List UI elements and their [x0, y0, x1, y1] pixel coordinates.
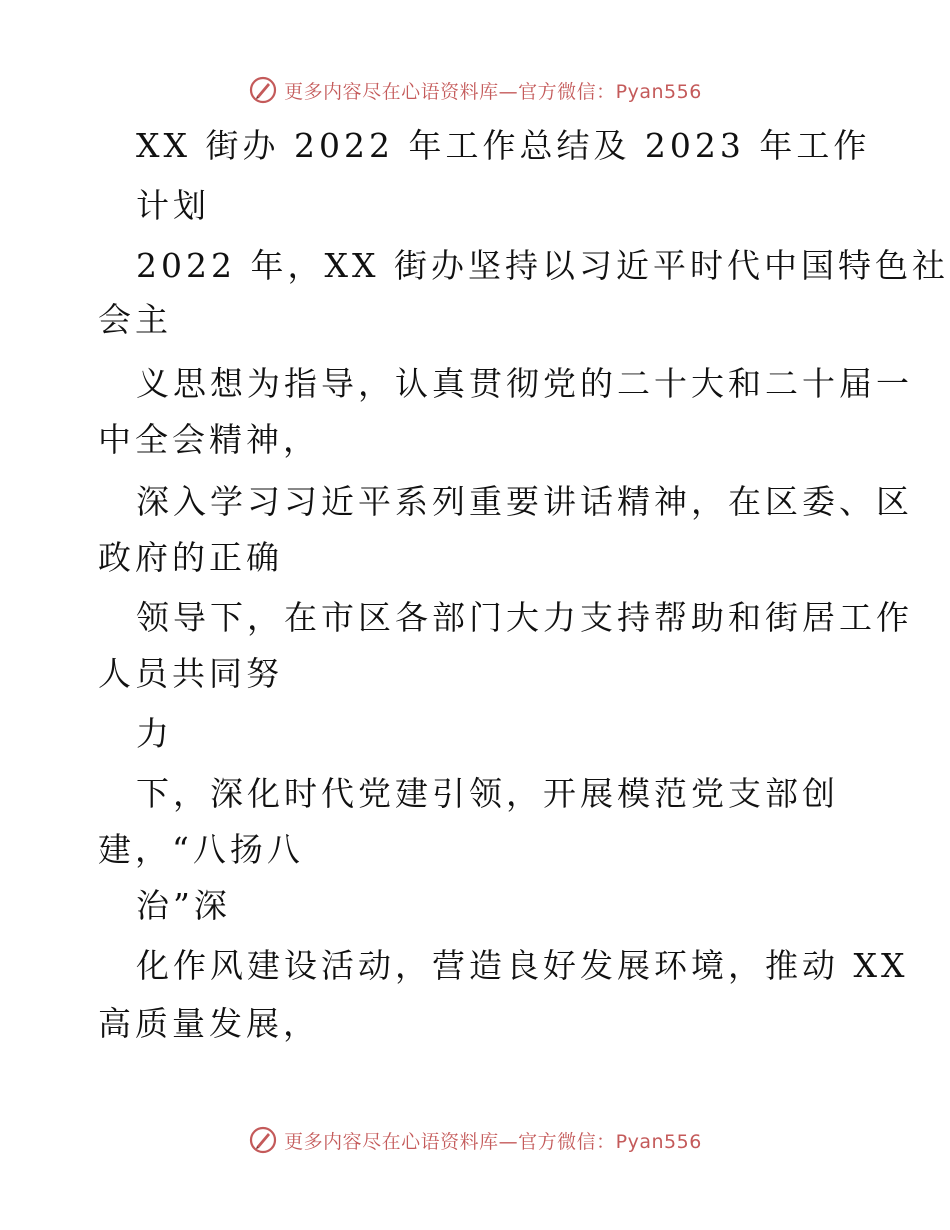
paragraph-line: 2022 年，XX 街办坚持以习近平时代中国特色社	[136, 246, 949, 285]
paragraph-line: 建，“八扬八	[98, 830, 304, 869]
header-watermark-text: 更多内容尽在心语资料库—官方微信：Pyan556	[284, 80, 702, 103]
paragraph-line: 政府的正确	[98, 538, 283, 577]
document-title-line-2: 计划	[136, 186, 210, 225]
paragraph-line: 中全会精神，	[98, 420, 320, 459]
footer-watermark-text: 更多内容尽在心语资料库—官方微信：Pyan556	[284, 1130, 702, 1153]
paragraph-line: 下，深化时代党建引领，开展模范党支部创	[136, 774, 839, 813]
footer-watermark-banner	[0, 1120, 950, 1160]
paragraph-line: 治”深	[136, 886, 231, 925]
paragraph-line: 义思想为指导，认真贯彻党的二十大和二十届一	[136, 364, 913, 403]
paragraph-line: 力	[136, 714, 173, 753]
paragraph-line: 会主	[98, 300, 172, 339]
brand-logo-icon	[248, 1125, 278, 1155]
paragraph-line: 人员共同努	[98, 654, 283, 693]
header-watermark-banner	[0, 70, 950, 110]
document-title-line-1: XX 街办 2022 年工作总结及 2023 年工作	[136, 126, 871, 165]
paragraph-line: 领导下，在市区各部门大力支持帮助和街居工作	[136, 598, 913, 637]
paragraph-line: 高质量发展，	[98, 1004, 320, 1043]
paragraph-line: 深入学习习近平系列重要讲话精神，在区委、区	[136, 482, 913, 521]
brand-logo-icon	[248, 75, 278, 105]
paragraph-line: 化作风建设活动，营造良好发展环境，推动 XX	[136, 946, 909, 985]
